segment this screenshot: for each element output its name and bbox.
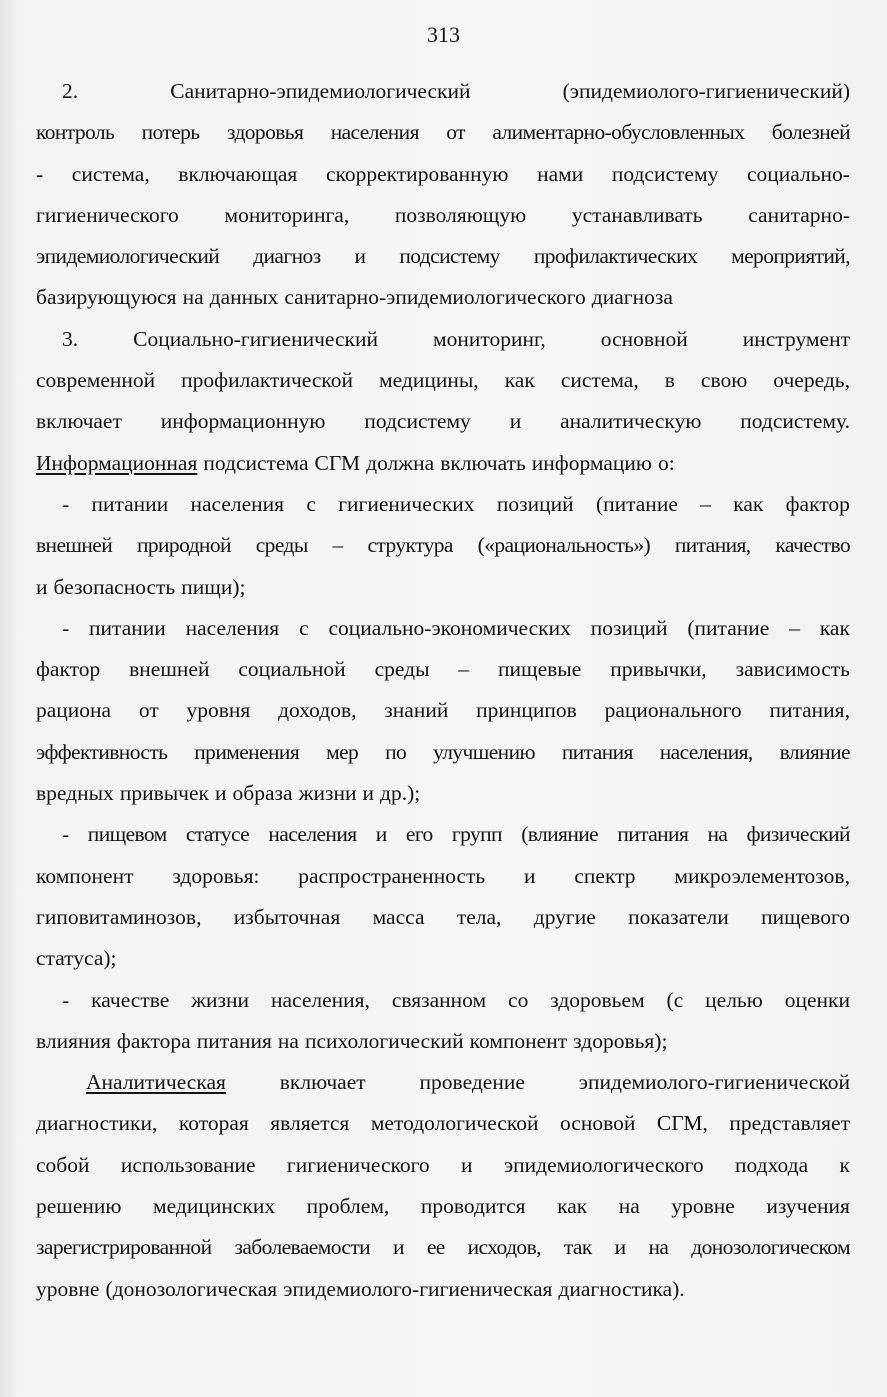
word: СГМ <box>314 450 361 475</box>
word: и <box>215 781 227 806</box>
word: здоровьем <box>550 987 645 1012</box>
word: применения <box>194 739 300 764</box>
word: подсистему. <box>740 409 850 434</box>
word: заболеваемости <box>234 1235 371 1260</box>
word: с <box>306 491 316 516</box>
word: (эпидемиолого-гигиенический) <box>562 79 850 103</box>
text-line <box>36 980 850 1021</box>
word: устанавливать <box>571 202 703 227</box>
word: пищевого <box>761 904 850 929</box>
word: эпидемиолого-гигиеническая <box>283 1276 553 1301</box>
word: статусе <box>185 822 250 847</box>
word: проведение <box>419 1070 525 1095</box>
word: зарегистрированной <box>36 1235 212 1260</box>
word: включает <box>36 409 122 434</box>
word: современной <box>36 368 156 393</box>
word: (питание <box>687 615 770 640</box>
word: диагностика). <box>558 1276 685 1301</box>
word: оценки <box>784 987 850 1012</box>
word: информационную <box>160 409 326 434</box>
word: внешней <box>36 533 113 558</box>
word: очередь, <box>773 368 850 393</box>
word: пищевом <box>87 822 167 847</box>
word: позиций <box>590 615 668 640</box>
word: и <box>509 409 522 434</box>
word: позиций <box>496 491 574 516</box>
word: доходов, <box>278 698 357 723</box>
word: питании <box>91 491 169 516</box>
word: так <box>563 1235 592 1260</box>
word: показатели <box>628 904 729 929</box>
word: целью <box>705 987 763 1012</box>
word: эпидемиолого-гигиенической <box>578 1070 850 1095</box>
text-line <box>36 690 850 731</box>
word: - <box>36 161 44 186</box>
word: диагноз <box>253 244 321 269</box>
text-line <box>36 154 850 195</box>
word: безопасность <box>53 574 176 599</box>
text-line <box>36 1186 850 1227</box>
word: изучения <box>766 1194 850 1219</box>
word: ее <box>426 1235 445 1260</box>
word: на <box>618 1194 640 1219</box>
word: на <box>182 285 204 310</box>
word: аналитическую <box>560 409 702 434</box>
word: система, <box>560 368 639 393</box>
word: алиментарно-обусловленных <box>492 120 745 145</box>
word: подсистему <box>399 244 500 269</box>
word: и <box>614 1235 626 1260</box>
underlined-word: Информационная <box>36 450 198 475</box>
word: здоровья <box>226 120 304 145</box>
word: подсистема <box>203 450 309 475</box>
word: и <box>36 574 48 599</box>
word: как <box>733 491 764 516</box>
word: мер <box>326 739 359 764</box>
word: с <box>299 615 309 640</box>
word: питания <box>561 739 633 764</box>
word: улучшению <box>433 739 535 764</box>
word: здоровья: <box>172 863 260 888</box>
word: нами <box>537 161 584 186</box>
word: – <box>789 615 800 640</box>
word: мониторинга, <box>224 202 350 227</box>
word: фактора <box>116 1028 191 1053</box>
word: рационального <box>604 698 742 723</box>
word: качестве <box>91 987 170 1012</box>
word: по <box>385 739 407 764</box>
word: информацию <box>531 450 652 475</box>
word: статуса); <box>36 946 117 971</box>
word: населения <box>190 491 285 516</box>
word: – <box>700 491 711 516</box>
word: влияние <box>779 739 850 764</box>
word: питания <box>196 1028 272 1053</box>
word: питании <box>89 615 166 640</box>
word: принципов <box>476 698 577 723</box>
text-line <box>36 401 850 442</box>
text-line <box>36 525 850 566</box>
text-line <box>36 277 850 318</box>
word: и <box>375 822 387 847</box>
word: масса <box>372 904 425 929</box>
word: фактор <box>785 491 850 516</box>
text-line <box>36 1103 850 1144</box>
word: другие <box>533 904 596 929</box>
word: диагностики, <box>36 1111 158 1136</box>
word: населения, <box>659 739 753 764</box>
word: на <box>648 1235 669 1260</box>
word: эффективность <box>36 739 168 764</box>
word: Социально-гигиенический <box>133 326 379 351</box>
text-line <box>36 484 850 525</box>
word: привычки, <box>610 657 707 682</box>
word: населения, <box>270 987 370 1012</box>
word: свою <box>700 368 748 393</box>
word: социально- <box>746 161 850 186</box>
word: - <box>62 491 70 516</box>
word: (влияние <box>521 822 599 847</box>
word: в <box>664 368 675 393</box>
word: природной <box>136 533 231 558</box>
text-line <box>36 319 850 360</box>
word: привычек <box>119 781 209 806</box>
word: и <box>392 1235 404 1260</box>
word: уровне <box>671 1194 735 1219</box>
word: жизни <box>191 987 250 1012</box>
word: микроэлементозов, <box>674 863 850 888</box>
underlined-word: Аналитическая <box>86 1070 226 1095</box>
text-line <box>36 1227 850 1268</box>
word: мониторинг, <box>433 326 546 351</box>
word: связанном <box>391 987 487 1012</box>
text-line <box>36 1021 850 1062</box>
text-line <box>36 567 850 608</box>
word: (питание <box>595 491 678 516</box>
word: – <box>332 533 343 558</box>
word: - <box>62 615 70 640</box>
body-text <box>36 71 850 1310</box>
word: включающая <box>178 161 298 186</box>
word: 2. <box>62 79 79 103</box>
word: должна <box>366 450 435 475</box>
word: жизни <box>298 781 357 806</box>
word: собой <box>36 1152 90 1177</box>
word: - <box>62 822 69 847</box>
word: физический <box>746 822 850 847</box>
word: контроль <box>36 120 115 145</box>
word: на <box>707 822 728 847</box>
text-line <box>36 1269 850 1310</box>
word: среды <box>374 657 430 682</box>
word: включает <box>279 1070 366 1095</box>
word: данных <box>209 285 279 310</box>
page-number: 313 <box>427 22 460 47</box>
word: медицины, <box>379 368 479 393</box>
text-line <box>36 71 850 112</box>
word: донозологическом <box>691 1235 850 1260</box>
word: здоровья); <box>573 1028 668 1053</box>
text-line <box>36 1145 850 1186</box>
word: решению <box>36 1194 122 1219</box>
word: тела, <box>456 904 502 929</box>
word: (донозологическая <box>105 1276 278 1301</box>
word: спектр <box>574 863 636 888</box>
word: структура <box>367 533 453 558</box>
word: пищевые <box>498 657 582 682</box>
word: гигиенического <box>36 202 179 227</box>
word: как <box>504 368 535 393</box>
word: от <box>138 698 159 723</box>
text-line <box>36 112 850 153</box>
word: система, <box>71 161 150 186</box>
word: гигиенических <box>338 491 475 516</box>
word: населения <box>268 822 357 847</box>
word: («рациональность») <box>477 533 651 558</box>
word: фактор <box>36 657 101 682</box>
word: 3. <box>62 326 79 351</box>
word: питания, <box>769 698 850 723</box>
word: диагноза <box>591 285 673 310</box>
word: влияния <box>36 1028 111 1053</box>
word: компонент <box>469 1028 568 1053</box>
word: эпидемиологического <box>503 1152 704 1177</box>
word: подхода <box>735 1152 809 1177</box>
word: и <box>354 244 366 269</box>
word: социально-экономических <box>328 615 571 640</box>
word: СГМ, <box>656 1111 708 1136</box>
word: инструмент <box>742 326 850 351</box>
word: его <box>405 822 433 847</box>
word: включать <box>440 450 526 475</box>
word: санитарно- <box>748 202 850 227</box>
word: пищи); <box>181 574 246 599</box>
text-line <box>36 897 850 938</box>
word: рациона <box>36 698 112 723</box>
word: как <box>819 615 850 640</box>
word: позволяющую <box>394 202 527 227</box>
word: питания <box>617 822 689 847</box>
text-line <box>36 195 850 236</box>
word: внешней <box>129 657 210 682</box>
text-line <box>36 773 850 814</box>
word: избыточная <box>233 904 341 929</box>
word: среды <box>255 533 308 558</box>
word: уровне <box>36 1276 100 1301</box>
word: о: <box>658 450 675 475</box>
word: санитарно-эпидемиологического <box>284 285 586 310</box>
word: как <box>557 1194 588 1219</box>
word: к <box>839 1152 850 1177</box>
word: гигиенического <box>286 1152 430 1177</box>
word: др.); <box>380 781 421 806</box>
word: на <box>277 1028 299 1053</box>
word: образа <box>232 781 293 806</box>
word: - <box>62 987 70 1012</box>
word: медицинских <box>153 1194 276 1219</box>
word: вредных <box>36 781 114 806</box>
word: проблем, <box>306 1194 390 1219</box>
text-line <box>36 1062 850 1103</box>
word: населения <box>185 615 280 640</box>
word: – <box>458 657 470 682</box>
word: (с <box>666 987 684 1012</box>
word: групп <box>451 822 502 847</box>
word: проводится <box>420 1194 526 1219</box>
word: питания, <box>674 533 751 558</box>
word: эпидемиологический <box>36 244 220 269</box>
word: подсистему <box>611 161 719 186</box>
text-line <box>36 443 850 484</box>
word: от <box>446 120 465 145</box>
word: подсистему <box>364 409 471 434</box>
text-line <box>36 856 850 897</box>
word: со <box>508 987 529 1012</box>
word: потерь <box>141 120 200 145</box>
word: Санитарно-эпидемиологический <box>170 79 471 103</box>
text-line <box>36 938 850 979</box>
text-line <box>36 814 850 855</box>
word: качество <box>775 533 850 558</box>
word: основой <box>559 1111 636 1136</box>
text-line <box>36 649 850 690</box>
word: и <box>524 863 536 888</box>
text-line <box>36 732 850 773</box>
word: использование <box>120 1152 256 1177</box>
word: мероприятий, <box>731 244 850 269</box>
word: базирующуюся <box>36 285 177 310</box>
word: методологической <box>370 1111 539 1136</box>
word: и <box>461 1152 473 1177</box>
word: знаний <box>384 698 449 723</box>
word: представляет <box>729 1111 850 1136</box>
word: которая <box>178 1111 249 1136</box>
word: социальной <box>238 657 346 682</box>
word: и <box>362 781 374 806</box>
word: компонент <box>36 863 134 888</box>
word: болезней <box>771 120 850 145</box>
word: профилактической <box>181 368 353 393</box>
word: зависимость <box>735 657 850 682</box>
word: уровня <box>186 698 251 723</box>
word: гиповитаминозов, <box>36 904 202 929</box>
word: исходов, <box>467 1235 541 1260</box>
word: психологический <box>304 1028 464 1053</box>
word: скорректированную <box>325 161 509 186</box>
text-line <box>36 236 850 277</box>
word: основной <box>600 326 688 351</box>
word: населения <box>330 120 419 145</box>
word: профилактических <box>533 244 698 269</box>
text-line <box>36 360 850 401</box>
word: распространенность <box>298 863 486 888</box>
word: является <box>270 1111 350 1136</box>
text-line <box>36 608 850 649</box>
